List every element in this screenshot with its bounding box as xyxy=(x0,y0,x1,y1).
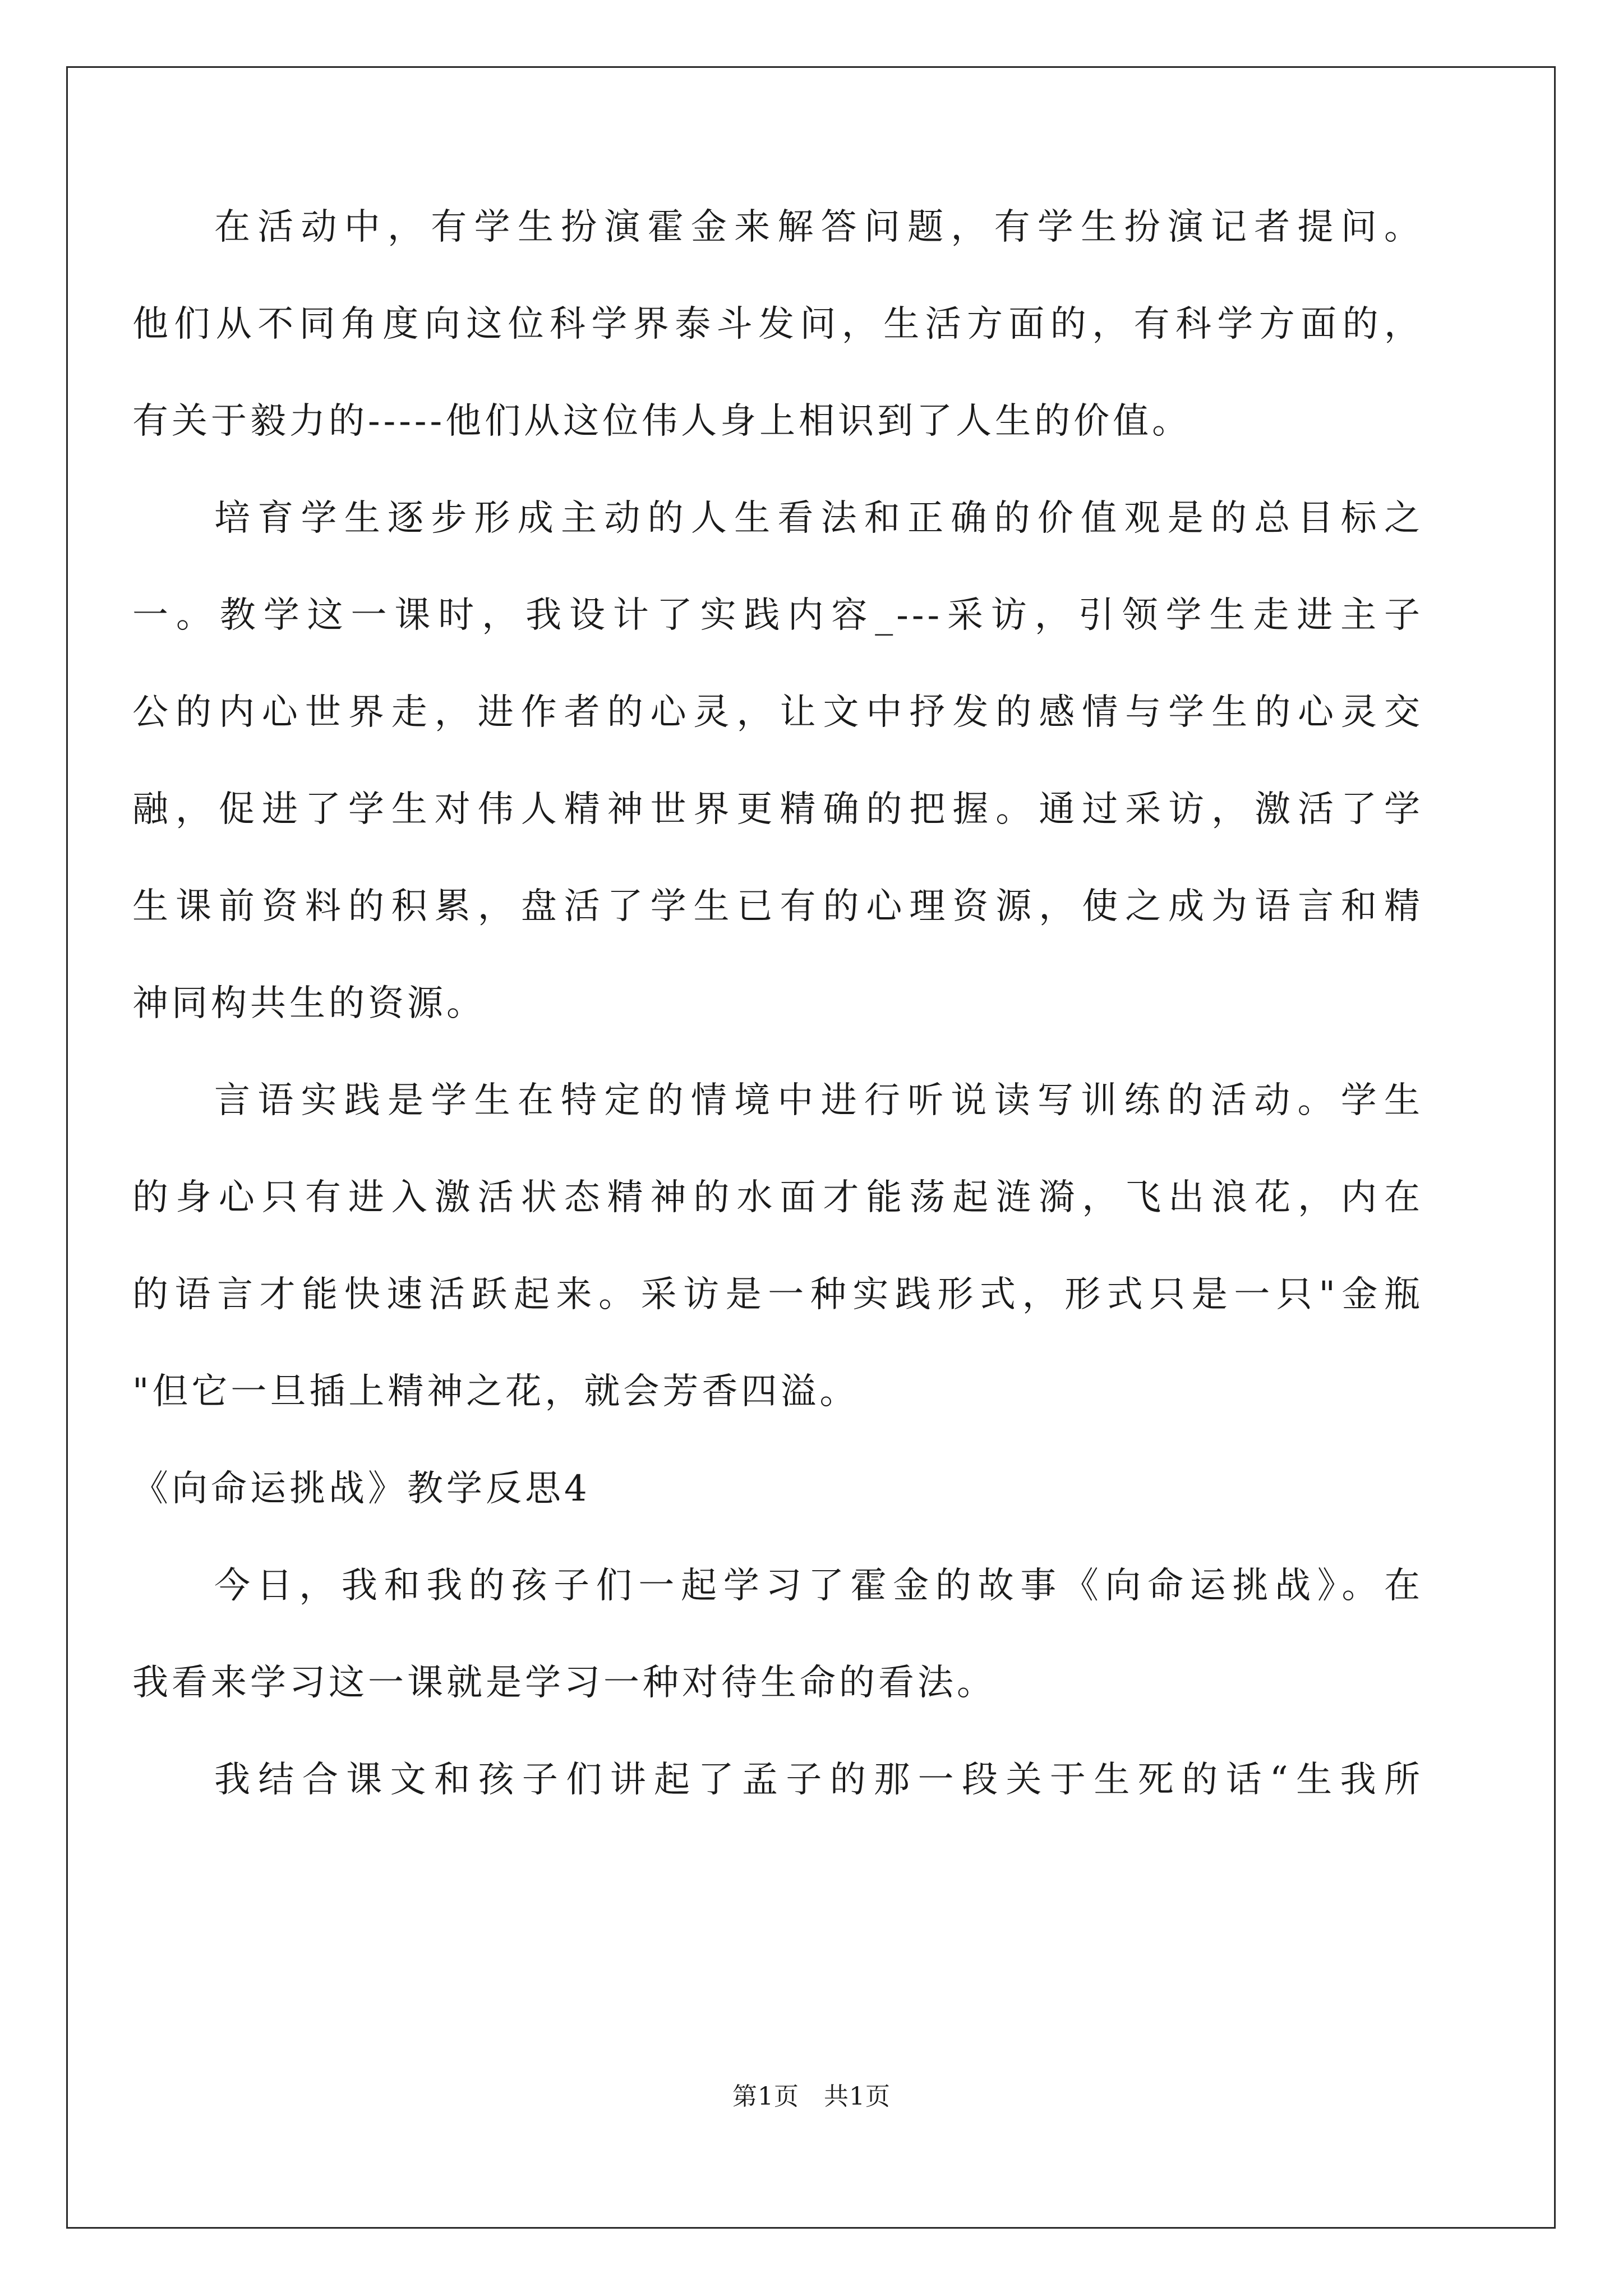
paragraph-line: 的语言才能快速活跃起来。采访是一种实践形式，形式只是一只"金瓶 xyxy=(132,1274,1423,1315)
paragraph-line: 的身心只有进入激活状态精神的水面才能荡起涟漪，飞出浪花，内在 xyxy=(132,1177,1423,1218)
paragraph-line: 培育学生逐步形成主动的人生看法和正确的价值观是的总目标之 xyxy=(214,498,1423,539)
paragraph-line: 我结合课文和孩子们讲起了孟子的那一段关于生死的话“生我所 xyxy=(214,1759,1423,1801)
paragraph-line: "但它一旦插上精神之花，就会芳香四溢。 xyxy=(132,1371,859,1412)
paragraph-line: 言语实践是学生在特定的情境中进行听说读写训练的活动。学生 xyxy=(214,1080,1423,1121)
paragraph-line: 今日，我和我的孩子们一起学习了霍金的故事《向命运挑战》。在 xyxy=(214,1565,1423,1607)
page-footer xyxy=(0,2082,1623,2111)
paragraph-line: 公的内心世界走，进作者的心灵，让文中抒发的感情与学生的心灵交 xyxy=(132,692,1423,733)
paragraph-line: 我看来学习这一课就是学习一种对待生命的看法。 xyxy=(132,1662,996,1704)
paragraph-line: 融，促进了学生对伟人精神世界更精确的把握。通过采访，激活了学 xyxy=(132,789,1423,830)
paragraph-line: 在活动中，有学生扮演霍金来解答问题，有学生扮演记者提问。 xyxy=(214,206,1423,248)
page-total: 共1页 xyxy=(824,2082,891,2111)
paragraph-line: 他们从不同角度向这位科学界泰斗发问，生活方面的，有科学方面的， xyxy=(132,303,1423,345)
paragraph-line: 一。教学这一课时，我设计了实践内容_---采访，引领学生走进主子 xyxy=(132,595,1423,636)
section-heading: 《向命运挑战》教学反思4 xyxy=(132,1468,591,1510)
paragraph-line: 神同构共生的资源。 xyxy=(132,983,486,1024)
paragraph-line: 生课前资料的积累，盘活了学生已有的心理资源，使之成为语言和精 xyxy=(132,886,1423,927)
page-number: 第1页 xyxy=(732,2082,799,2111)
paragraph-line: 有关于毅力的-----他们从这位伟人身上相识到了人生的价值。 xyxy=(132,401,1192,442)
page-border xyxy=(66,66,1556,2229)
